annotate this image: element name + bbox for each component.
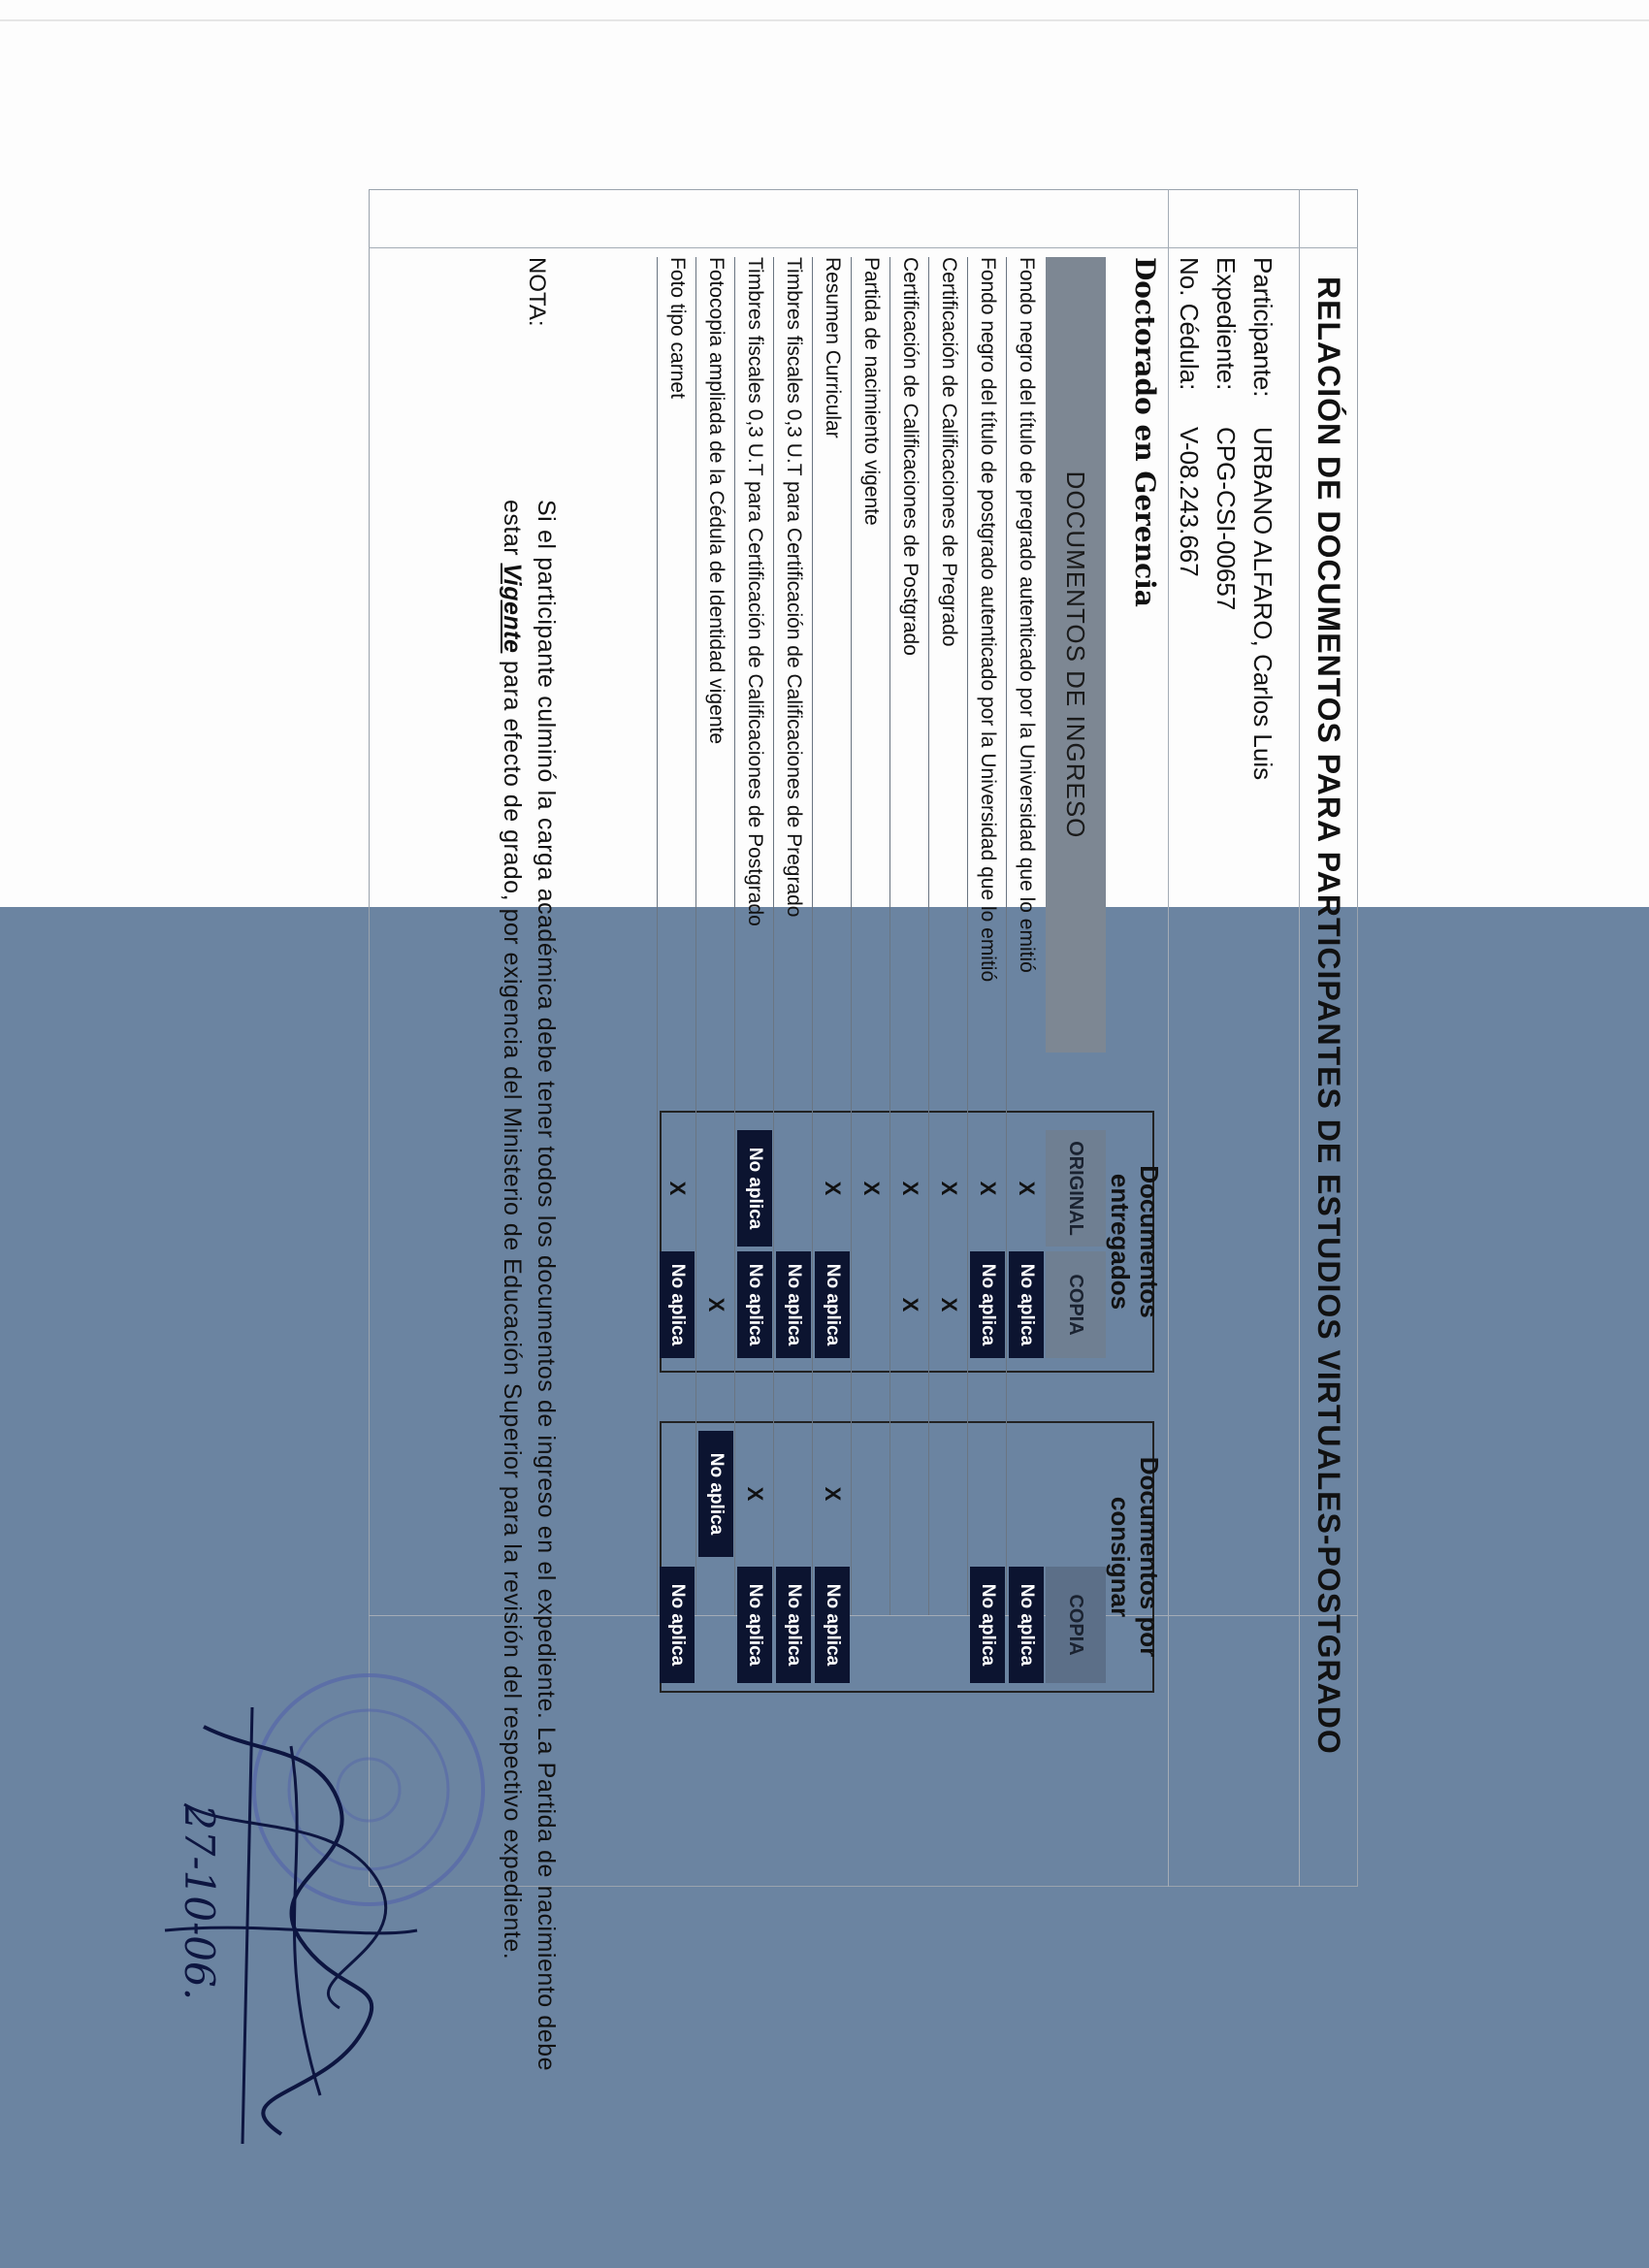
not-applicable-cell: No aplica xyxy=(776,1251,811,1358)
pending-title: Documentos por consignar xyxy=(1106,1456,1164,1658)
delivered-mark: X xyxy=(937,1297,961,1312)
grid-line xyxy=(1168,189,1169,1887)
id-label: No. Cédula: xyxy=(1175,257,1204,391)
original-column-header: ORIGINAL xyxy=(1046,1130,1106,1247)
page-edge xyxy=(0,19,1649,21)
not-applicable-cell: No aplica xyxy=(698,1431,733,1557)
program-heading: Doctorado en Gerencia xyxy=(1129,257,1161,607)
document-row-label: Timbres fiscales 0,3 U.T para Certificación de Calificaciones de Pregrado xyxy=(783,257,805,918)
document-row-label: Partida de nacimiento vigente xyxy=(860,257,883,526)
note-text-part: para efecto de grado, por exigencia del Ministerio de Educación Superior para la revisión del respectivo expediente. xyxy=(499,653,526,1960)
delivered-mark: X xyxy=(937,1181,961,1196)
delivered-mark: X xyxy=(898,1181,922,1196)
not-applicable-cell: No aplica xyxy=(815,1251,850,1358)
document-row-label: Fondo negro del título de pregrado autenticado por la Universidad que lo emitió xyxy=(1016,257,1038,973)
document-row-label: Foto tipo carnet xyxy=(666,257,689,399)
delivered-mark: X xyxy=(976,1181,1000,1196)
handwritten-date xyxy=(146,1804,291,2057)
pending-copy-column-header: COPIA xyxy=(1046,1567,1106,1683)
note-text xyxy=(495,500,563,2071)
documents-header: DOCUMENTOS DE INGRESO xyxy=(1046,257,1106,1053)
participant-value: URBANO ALFARO, Carlos Luis xyxy=(1248,427,1277,781)
delivered-mark: X xyxy=(821,1486,845,1502)
document-row-label: Resumen Curricular xyxy=(822,257,844,438)
participant-label: Participante: xyxy=(1248,257,1277,398)
page-title: RELACIÓN DE DOCUMENTOS PARA PARTICIPANTES DE ESTUDIOS VIRTUALES-POSTGRADO xyxy=(1311,276,1346,1755)
copy-column-header: COPIA xyxy=(1046,1251,1106,1358)
handwritten-date-text: 27-10-06. xyxy=(176,1804,223,2001)
delivered-mark: X xyxy=(665,1181,690,1196)
document-row-label: Timbres fiscales 0,3 U.T para Certificación de Calificaciones de Postgrado xyxy=(744,257,766,926)
note-emphasis: Vigente xyxy=(499,563,526,654)
not-applicable-cell: No aplica xyxy=(970,1251,1005,1358)
not-applicable-cell: No aplica xyxy=(1009,1251,1044,1358)
not-applicable-cell: No aplica xyxy=(1009,1567,1044,1683)
delivered-mark: X xyxy=(859,1181,884,1196)
not-applicable-cell: No aplica xyxy=(737,1251,772,1358)
document-row-label: Fotocopia ampliada de la Cédula de Identidad vigente xyxy=(705,257,728,745)
not-applicable-cell: No aplica xyxy=(737,1130,772,1247)
not-applicable-cell: No aplica xyxy=(737,1567,772,1683)
file-label: Expediente: xyxy=(1212,257,1241,391)
not-applicable-cell: No aplica xyxy=(815,1567,850,1683)
not-applicable-cell: No aplica xyxy=(660,1567,695,1683)
document-row-label: Certificación de Calificaciones de Pregrado xyxy=(938,257,960,647)
delivered-mark: X xyxy=(704,1297,728,1312)
note-label: NOTA: xyxy=(524,257,550,327)
not-applicable-cell: No aplica xyxy=(970,1567,1005,1683)
delivered-mark: X xyxy=(1015,1181,1039,1196)
delivered-mark: X xyxy=(743,1486,767,1502)
delivered-title: Documentos entregados xyxy=(1106,1165,1164,1318)
not-applicable-cell: No aplica xyxy=(660,1251,695,1358)
grid-line xyxy=(369,247,1358,248)
id-value: V-08.243.667 xyxy=(1175,427,1204,577)
delivered-mark: X xyxy=(821,1181,845,1196)
document-sheet xyxy=(349,189,1358,2071)
delivered-mark: X xyxy=(898,1297,922,1312)
note-text-part: Si el participante culminó la carga académica debe tener todos los documentos de ingreso en el expediente. La Partida de nacimiento debe estar xyxy=(499,500,560,2071)
document-row-label: Fondo negro del título de postgrado autenticado por la Universidad que lo emitió xyxy=(977,257,999,983)
document-row-label: Certificación de Calificaciones de Postgrado xyxy=(899,257,922,656)
not-applicable-cell: No aplica xyxy=(776,1567,811,1683)
file-value: CPG-CSI-00657 xyxy=(1212,427,1241,611)
